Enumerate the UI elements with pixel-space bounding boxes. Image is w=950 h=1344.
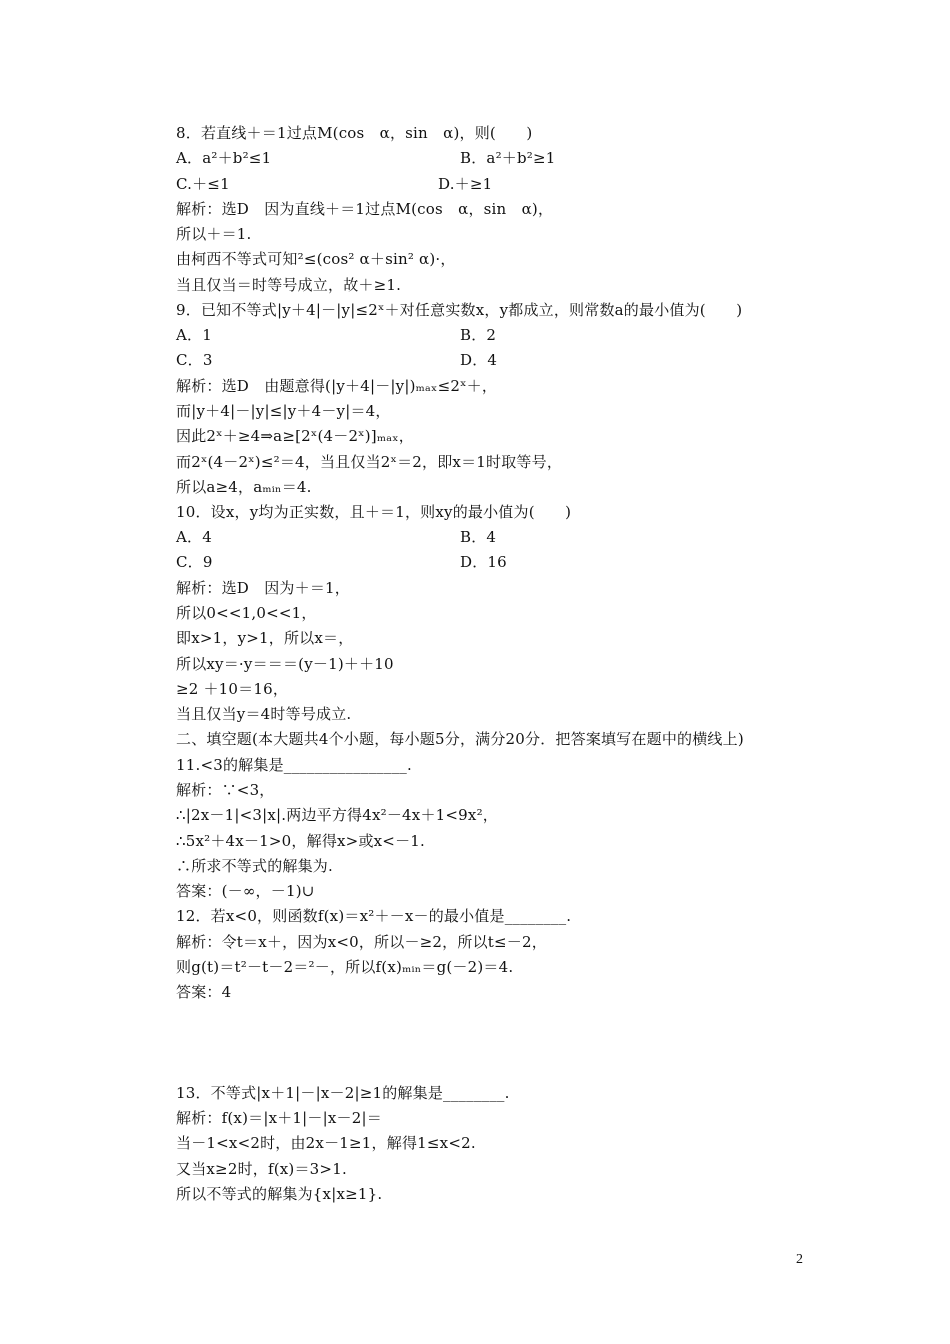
line-text: 10．设x，y均为正实数，且＋＝1，则xy的最小值为( )	[176, 503, 572, 521]
text-line	[176, 654, 394, 674]
text-line	[176, 148, 556, 168]
text-line	[176, 224, 252, 244]
line-text: ∴所求不等式的解集为.	[176, 857, 333, 875]
text-line	[176, 755, 412, 775]
text-line	[176, 679, 288, 699]
text-line	[176, 957, 513, 977]
text-line	[176, 275, 401, 295]
text-line	[176, 906, 571, 926]
line-text: 当－1<x<2时，由2x－1≥1，解得1≤x<2.	[176, 1134, 476, 1152]
text-line	[176, 477, 312, 497]
line-text: 12．若x<0，则函数f(x)＝x²＋－x－的最小值是________.	[176, 907, 572, 925]
line-text: 所以a≥4，aₘᵢₙ＝4.	[176, 478, 312, 496]
text-line	[176, 1133, 476, 1153]
line-text: ≥2 ＋10＝16，	[176, 680, 289, 698]
option-right: B．4	[460, 528, 497, 546]
text-line	[176, 426, 414, 446]
text-line	[176, 199, 553, 219]
line-text: 所以＋＝1.	[176, 225, 252, 243]
line-text: C．9	[176, 553, 213, 571]
text-line	[176, 552, 507, 572]
line-text: 所以xy＝·y＝＝＝(y－1)＋＋10	[176, 655, 394, 673]
line-text: 而|y＋4|－|y|≤|y＋4－y|＝4，	[176, 402, 391, 420]
text-line	[176, 1083, 510, 1103]
line-text: 9．已知不等式|y＋4|－|y|≤2ˣ＋对任意实数x，y都成立，则常数a的最小值为( )	[176, 301, 743, 319]
text-line	[176, 300, 742, 320]
line-text: 解析：f(x)＝|x＋1|－|x－2|＝	[176, 1109, 382, 1127]
line-text: 8．若直线＋＝1过点M(cos α，sin α)，则( )	[176, 124, 533, 142]
text-line	[176, 603, 317, 623]
option-right: D．4	[460, 351, 498, 369]
line-text: A．a²＋b²≤1	[176, 149, 272, 167]
line-text: 又当x≥2时，f(x)＝3>1.	[176, 1160, 347, 1178]
line-text: 则g(t)＝t²－t－2＝²－，所以f(x)ₘᵢₙ＝g(－2)＝4.	[176, 958, 514, 976]
line-text: 所以不等式的解集为{x|x≥1}.	[176, 1185, 383, 1203]
text-line	[176, 350, 498, 370]
text-line	[176, 527, 497, 547]
text-line	[176, 123, 532, 143]
line-text: ∴|2x－1|<3|x|.两边平方得4x²－4x＋1<9x²，	[176, 806, 498, 824]
text-line	[176, 831, 425, 851]
text-line	[176, 729, 744, 749]
text-line	[176, 780, 275, 800]
line-text: 当且仅当＝时等号成立，故＋≥1.	[176, 276, 402, 294]
page-number: 2	[796, 1252, 803, 1267]
line-text: 解析：选D 因为直线＋＝1过点M(cos α，sin α)，	[176, 200, 554, 218]
line-text: 当且仅当y＝4时等号成立.	[176, 705, 352, 723]
text-line	[176, 704, 351, 724]
line-text: 解析：选D 由题意得(|y＋4|－|y|)ₘₐₓ≤2ˣ＋，	[176, 377, 498, 395]
text-line	[176, 452, 562, 472]
line-text: C.＋≤1	[176, 175, 230, 193]
line-text: C．3	[176, 351, 213, 369]
line-text: 因此2ˣ＋≥4⇒a≥[2ˣ(4－2ˣ)]ₘₐₓ，	[176, 427, 414, 445]
line-text: 解析：∵<3，	[176, 781, 275, 799]
line-text: 解析：选D 因为＋＝1，	[176, 579, 350, 597]
line-text: 即x>1，y>1，所以x＝，	[176, 629, 354, 647]
line-text: 答案：4	[176, 983, 232, 1001]
option-right: D．16	[460, 553, 507, 571]
option-right: D.＋≥1	[438, 175, 493, 193]
line-text: 所以0<<1,0<<1，	[176, 604, 317, 622]
line-text: 13．不等式|x＋1|－|x－2|≥1的解集是________.	[176, 1084, 510, 1102]
text-line	[176, 1159, 347, 1179]
text-line	[176, 578, 350, 598]
text-line	[176, 174, 493, 194]
line-text: 二、填空题(本大题共4个小题，每小题5分，满分20分．把答案填写在题中的横线上)	[176, 730, 744, 748]
option-right: B．2	[460, 326, 497, 344]
text-line	[176, 502, 571, 522]
option-right: B．a²＋b²≥1	[460, 149, 556, 167]
line-text: ∴5x²＋4x－1>0，解得x>或x<－1.	[176, 832, 425, 850]
line-text: 由柯西不等式可知²≤(cos² α＋sin² α)·，	[176, 250, 456, 268]
text-line	[176, 932, 547, 952]
text-line	[176, 881, 315, 901]
line-text: 解析：令t＝x＋，因为x<0，所以－≥2，所以t≤－2，	[176, 933, 547, 951]
line-text: A．1	[176, 326, 212, 344]
text-line	[176, 325, 497, 345]
text-line	[176, 982, 231, 1002]
text-line	[176, 401, 391, 421]
line-text: A．4	[176, 528, 212, 546]
line-text: 答案：(－∞，－1)∪	[176, 882, 315, 900]
text-line	[176, 376, 497, 396]
text-line	[176, 628, 353, 648]
line-text: 而2ˣ(4－2ˣ)≤²＝4，当且仅当2ˣ＝2，即x＝1时取等号，	[176, 453, 563, 471]
text-line	[176, 1108, 382, 1128]
text-line	[176, 805, 498, 825]
line-text: 11.<3的解集是________________.	[176, 756, 412, 774]
text-line	[176, 1184, 382, 1204]
text-line	[176, 249, 456, 269]
text-line	[176, 856, 333, 876]
